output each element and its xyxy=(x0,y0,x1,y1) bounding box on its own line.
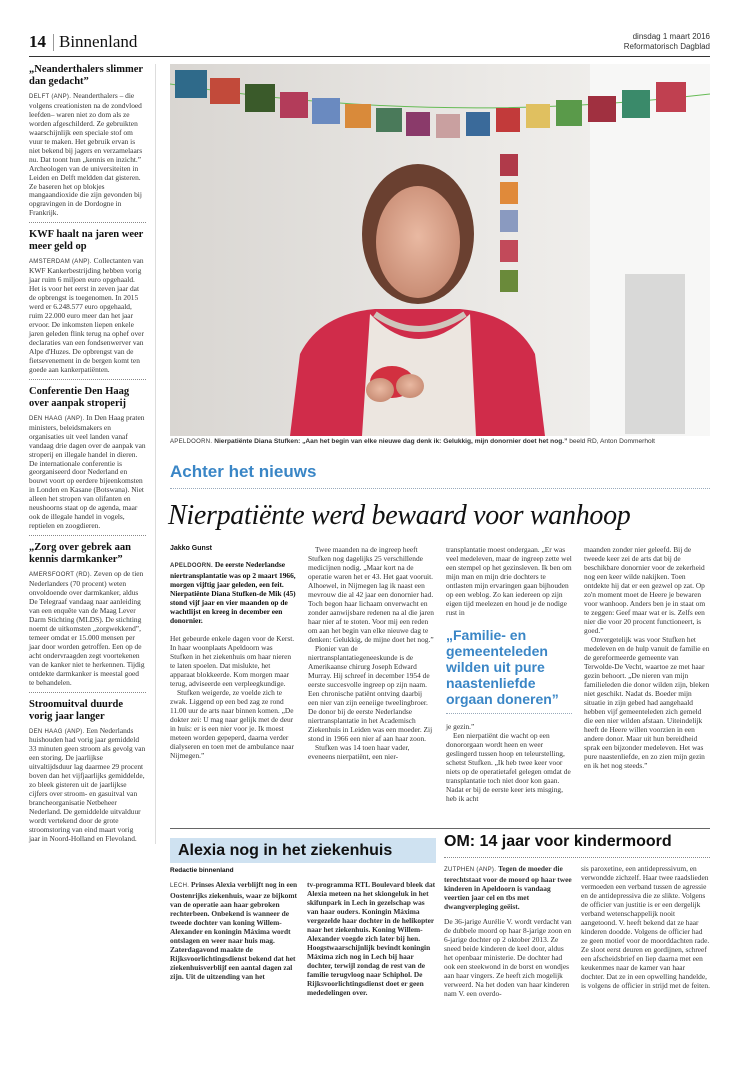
header-date-block xyxy=(624,32,710,52)
article-paragraph: Onvergetelijk was voor Stufken het medeleven en de hulp vanuit de familie en de gereformeerde gemeente van Terwolde-De Vecht, waartoe ze met haar gezin behoort. „De nieren van mijn familieleden die donor wilden zijn, bleken niet geschikt. Nadat ds. Boeder mijn situatie in zijn gebed had aangehaald hebben vijf gemeenteleden zich gemeld die een nier wilden afstaan. Uiteindelijk heeft de Heere willen voorzien in een andere donor. Maar uit hun bereidheid sprak een bijzonder medeleven. Het was pure naastenliefde, en zo zien mijn gezin en ik het nog steeds.” xyxy=(584,635,710,770)
om-text-2: sis paroxetine, een antidepressivum, en verwondde zichzelf. Haar twee raadslieden vermoeden een verband tussen de agressie en de antidepressiva die ze slikte. Volgens de officier van justitie is er een dergelijk verband wetenschappelijk nooit aangetoond. V. heeft bekend dat ze haar kinderen doodde. Volgens de officier had ze geen motief voor de moorddachten rade. Ze sloot eerst deuren en gordijnen, schreef een afscheidsbrief en liep daarna met een keukenmes naar de kamer van haar dochter. Dat ze in een opwelling handelde, is volgens de officier in strijd met de feiten. xyxy=(581,864,710,990)
brief-text: Zeven op de tien Nederlanders (70 procent) weten onvoldoende over darmkanker, aldus De Telegraaf vandaag naar aanleiding van een enquête van de Maag Lever Darm Stichting (MLDS). De stichting noemt de uitkomsten „zorgwekkend”, temeer omdat er 15.000 mensen per jaar door worden getroffen. Een op de acht ondervraagden zegt voortekenen van de kanker niet te herkennen. Tijdig ontdekte darmkanker is meestal goed te behandelen. xyxy=(29,569,145,687)
caption-text: Nierpatiënte Diana Stufken: „Aan het begin van elke nieuwe dag denk ik: Gelukkig, mijn donornier doet het nog.” xyxy=(214,438,568,445)
om-headline: OM: 14 jaar voor kindermoord xyxy=(444,833,672,850)
alexia-text-2: tv-programma RTL Boulevard bleek dat Alexia meteen na het skiongeluk in het skifunpark in Lech in gezelschap was van haar ouders. Koningin Máxima vergezelde haar dochter in de helikopter naar het ziekenhuis. Koning Willem-Alexander voegde zich later bij hen. Hoogstwaarschijnlijk bevindt koningin Máxima zich nog in Lech bij haar dochter, terwijl zondag de rest van de familie terugvloog naar Schiphol. De Rijksvoorlichtingsdienst doet er geen mededelingen over. xyxy=(307,880,436,997)
brief-body xyxy=(29,257,146,374)
lead-text: De eerste Nederlandse niertransplantatie was op 2 maart 1966, morgen vijftig jaar geleden, een feit. Nierpatiënte Diana Stufken-de Mik (45) stond vijf jaar en vier maanden op de wachtlijst en kreeg in december een donornier. xyxy=(170,560,296,625)
article-byline: Jakko Gunst xyxy=(170,545,213,552)
article-paragraph: Twee maanden na de ingreep heeft Stufken nog dagelijks 25 verschillende medicijnen nodig. „Maar kort na de operatie waren het er 43. Het gaat vooruit. Alhoewel, in Nijmegen lag ik naast een mevrouw die al 42 jaar een donornier had. Toch begon haar lichaam onverwacht en zonder aanwijsbare redenen na al die jaren haar nier af te stoten. Voor mij een reden om aan het begin van elke nieuwe dag te denken: Gelukkig, de mijne doet het nog.” xyxy=(308,545,434,644)
brief-title: Conferentie Den Haag over aanpak stroperij xyxy=(29,385,130,409)
alexia-dateline: LECH. xyxy=(170,883,190,889)
brief-dateline: DEN HAAG (ANP). xyxy=(29,415,85,422)
article-kicker: Achter het nieuws xyxy=(170,462,317,481)
brief-title: Stroomuitval duurde vorig jaar langer xyxy=(29,698,124,722)
article-column-3 xyxy=(446,545,572,803)
brief-stroomuitval xyxy=(29,692,146,844)
om-lead: Tegen de moeder die terechtstaat voor de moord op haar twee kinderen in Apeldoorn is vandaag veertien jaar cel en tbs met dwangverpleging geëist. xyxy=(444,864,572,911)
brief-neanderthalers xyxy=(29,64,146,218)
article-paragraph: Stufken was 14 toen haar vader, eveneens nierpatiënt, een nier- xyxy=(308,743,410,761)
brief-body xyxy=(29,570,146,687)
brief-dateline: AMSTERDAM (ANP). xyxy=(29,259,92,266)
brief-title: KWF haalt na jaren weer meer geld op xyxy=(29,229,144,253)
brief-title: „Neanderthalers slimmer dan gedacht” xyxy=(29,64,143,87)
article-paragraph: maanden zonder nier geleefd. Bij de tweede keer zei de arts dat bij de beschikbare donornier voor de zekerheid nog een keer wilde nakijken. Toen ontdekte hij dat er een gezwel op zat. Op zo'n moment moet de Heere je bewaren voor wanhoop. Anders ben je in staat om te zeggen: Geef maar wat er is. Zelfs een nier die voor 20 procent functioneert, is goed.” xyxy=(584,545,706,635)
brief-body xyxy=(29,727,146,844)
publication-name: Reformatorisch Dagblad xyxy=(623,42,710,51)
article-lead xyxy=(170,560,296,625)
brief-darmkanker xyxy=(29,535,146,687)
article-photo xyxy=(170,64,710,436)
photo-credit: beeld RD, Anton Dommerholt xyxy=(569,438,655,445)
photo-illustration xyxy=(170,64,710,436)
photo-caption xyxy=(170,437,710,447)
alexia-column-2 xyxy=(307,880,436,997)
article-dateline: APELDOORN. xyxy=(170,563,214,569)
article-headline: Nierpatiënte werd bewaard voor wanhoop xyxy=(168,500,631,531)
article-paragraph: Stufken weigerde, ze voelde zich te zwak. Liggend op een bed zag ze rond 11.00 uur de arts naar binnen komen. „De dokter zei: U mag naar gelijk met de deur in huis: er is een nier voor je. Ik moest meteen worden gepeperd, daarna verder dialyseren en toen met de ambulance naar Nijmegen.” xyxy=(170,688,294,760)
brief-dateline: AMERSFOORT (RD). xyxy=(29,572,92,579)
alexia-columns xyxy=(170,880,436,997)
article-paragraph: Een nierpatiënt die wacht op een donororgaan wordt heen en weer geslingerd tussen hoop en teleurstelling, schetst Stufken. „Ik heb twee keer voor niets op de operatietafel gelegen omdat de transplantatie toch niet door kon gaan. Nadat er bij de eerste keer iets misging, heb ik acht xyxy=(446,731,571,803)
om-text-1: De 36-jarige Aurélie V. wordt verdacht van de dubbele moord op haar 8-jarige zoon en 6-jarige dochter op 2 oktober 2013. Ze sneed beide kinderen de keel door, aldus het openbaar ministerie. De dochter had ook een steekwond in de borst en wondjes aan haar vingers. Ze heeft zich mogelijk verweerd. Na het doden van haar kinderen nam V. een overdo- xyxy=(444,917,572,998)
article-paragraph: je gezin.” xyxy=(446,722,475,731)
header-separator xyxy=(53,34,54,51)
brief-text: In Den Haag praten ministers, beleidsmakers en organisaties uit veel landen vanaf vandaag drie dagen over de aanpak van stroperij en illegale handel in dieren. De internationale conferentie is georganiseerd door Nederland en bouwt voort op eerdere bijeenkomsten in Londen en Kasane (Botswana). Niet alleen het stropen van olifanten en neushoorns staat op de agenda, maar ook de illegale handel in vogels, reptielen en zoogdieren. xyxy=(29,412,146,531)
om-dateline: ZUTPHEN (ANP). xyxy=(444,867,497,873)
om-columns xyxy=(444,864,710,998)
article-column-1 xyxy=(170,545,296,760)
article-column-4 xyxy=(584,545,710,770)
page-header xyxy=(29,32,710,54)
om-column-2 xyxy=(581,864,710,998)
alexia-story xyxy=(170,838,436,997)
brief-dateline: DELFT (ANP). xyxy=(29,94,72,100)
column-divider xyxy=(155,64,156,844)
header-rule xyxy=(29,56,710,57)
brief-text: Een Nederlands huishouden had vorig jaar gemiddeld 33 minuten geen stroom als gevolg van een storing. De jaarlijkse uitvaltijdsduur lag daarmee 29 procent boven dan het vijfjaarlijks gemiddelde, zo bleek gisteren uit de jaarlijkse cijfers over stroom- en gasuitval van brancheorganisatie Netbeheer Nederland. De gemiddelde uitvalduur wordt vertekend door de grote stroomstoring van eind maart vorig jaar in Noord-Holland en Flevoland. xyxy=(29,725,146,843)
alexia-text-1: Prinses Alexia verblijft nog in een Oostenrijks ziekenhuis, waar ze bijkomt van de operatie aan haar gebroken rechterbeen. Onbekend is wanneer de tweede dochter van koning Willem-Alexander en koningin Máxima wordt ontslagen en weer naar huis mag. Zaterdagavond maakte de Rijksvoorlichtingsdienst bekend dat het ziekenhuisverblijf een aantal dagen zal zijn. Uit de uitzending van het xyxy=(170,880,298,981)
brief-body xyxy=(29,414,146,531)
brief-kwf xyxy=(29,222,146,374)
brief-title: „Zorg over gebrek aan kennis darmkanker” xyxy=(29,542,131,566)
brief-text: Neanderthalers – die volgens creationisten na de zondvloed leefden– waren niet zo dom als ze worden afgeschilderd. Ze gebruikten waarschijnlijk een speciale stof om vuur te maken. Het gebruik ervan is niet bekend bij jagers en verzamelaars nu. Dat toont hun „kennis en inzicht.” Archeologen van de universiteiten in Leiden en Delft meldden dat gisteren. Ze baseren het op blokjes mangaandioxide die zijn gevonden bij opgravingen in de Dordogne in Frankrijk. xyxy=(29,91,143,218)
article-paragraph: transplantatie moest ondergaan. „Er was veel medeleven, maar de ingreep zette wel een stempel op het gezinsleven. Ik ben om mijn man en mijn drie dochters te ontlasten mijn ervaringen gaan bijhouden op een weblog. Zo kan iedereen op zijn eigen tijd meelezen en houd je de nodige rust in xyxy=(446,545,572,617)
brief-dateline: DEN HAAG (ANP). xyxy=(29,728,85,735)
brief-stroperij xyxy=(29,379,146,531)
alexia-headline: Alexia nog in het ziekenhuis xyxy=(170,838,436,863)
alexia-byline: Redactie binnenland xyxy=(170,867,234,874)
brief-text: Collectanten van KWF Kankerbestrijding hebben vorig jaar ruim 6 miljoen euro opgehaald. Het is voor het eerst in zeven jaar dat de opbrengst is toegenomen. In 2015 werd er 6.248.577 euro opgehaald, ruim 22.000 euro meer dan het jaar ervoor. De inkomsten liepen enkele jaren geleden flink terug na ophef over declaraties van een fondsenwerver van Alpe d'Huzes. De opbrengst van de fietsevenement in de bergen komt ten goede aan kankerpatiënten. xyxy=(29,256,144,374)
issue-date: dinsdag 1 maart 2016 xyxy=(632,32,710,41)
page-number: 14 xyxy=(29,32,46,51)
brief-body xyxy=(29,92,146,218)
article-paragraph: Pionier van de niertransplantatiegeneeskunde is de Amerikaanse chirurg Joseph Edward Murray. Hij schreef in december 1954 de eerste succesvolle ingreep op zijn naam. Een chronische patiënt ontving daarbij een nier van zijn eeneiige tweelingbroer. De donor bij de eerste Nederlandse niertransplantatie in het Academisch Ziekenhuis in Leiden was een moeder. Zij stond in 1966 een nier af aan haar zoon. xyxy=(308,644,433,743)
bottom-section-rule xyxy=(170,828,710,829)
article-paragraph: Het gebeurde enkele dagen voor de Kerst. In haar woonplaats Apeldoorn was Stufken in het ziekenhuis om haar nieren te laten spoelen. Dat mislukte, het apparaat blokkeerde. Kom morgen maar terug, adviseerde een verpleegkundige. xyxy=(170,634,295,688)
om-rule xyxy=(444,857,710,858)
news-briefs-column xyxy=(29,64,146,848)
section-title: Binnenland xyxy=(59,32,138,51)
om-story xyxy=(444,830,710,998)
kicker-rule xyxy=(170,488,710,489)
caption-place: APELDOORN. xyxy=(170,439,213,445)
pull-quote: „Familie- en gemeenteleden wilden uit pure naastenliefde orgaan doneren” xyxy=(446,625,572,714)
om-column-1 xyxy=(444,864,573,998)
article-column-2 xyxy=(308,545,434,761)
alexia-column-1 xyxy=(170,880,299,997)
